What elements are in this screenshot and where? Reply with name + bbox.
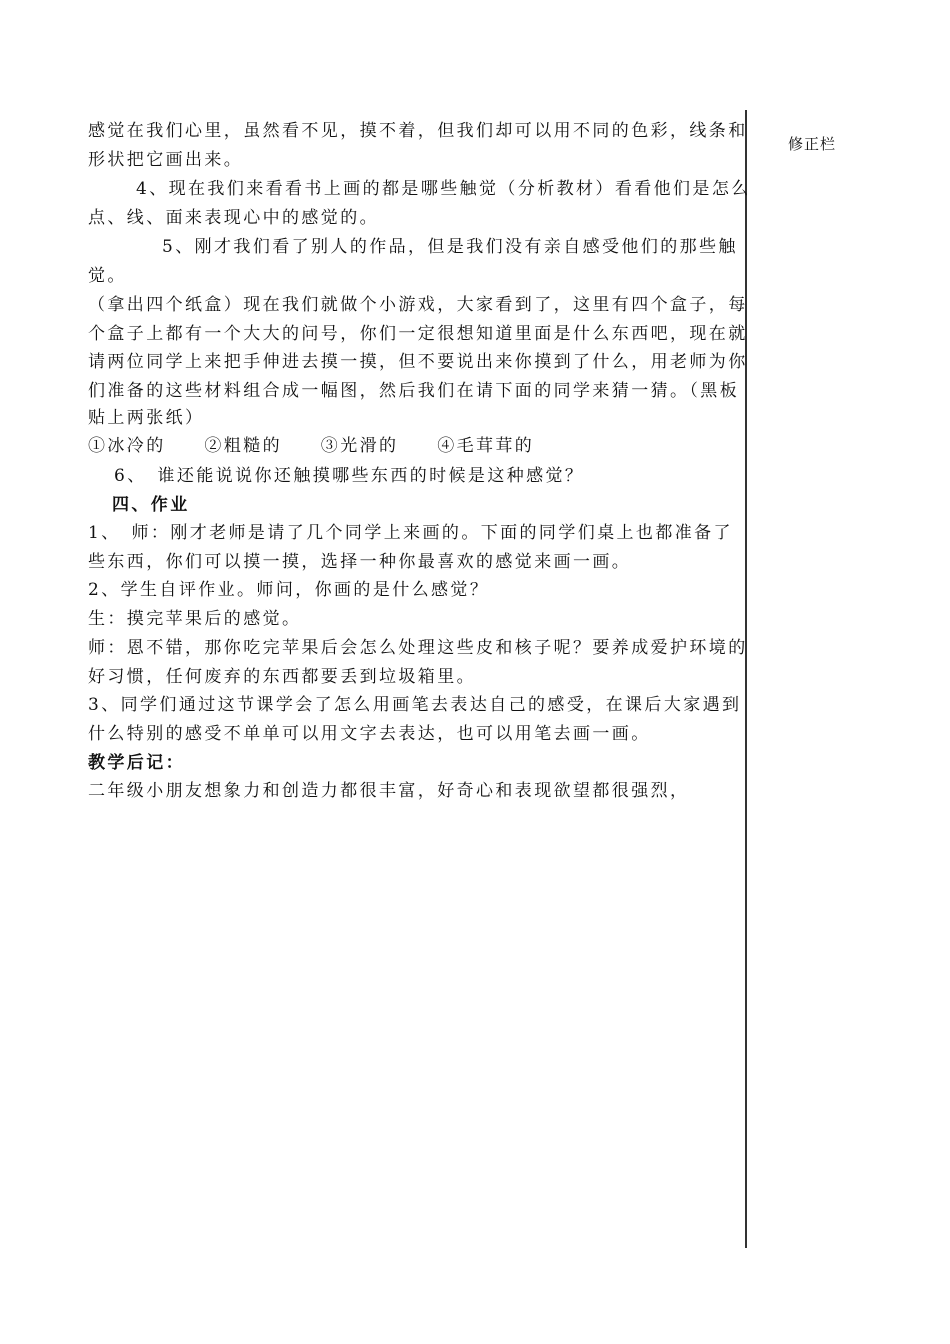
option-list-line: ①冰冷的 ②粗糙的 ③光滑的 ④毛茸茸的 xyxy=(88,436,535,456)
margin-divider-line xyxy=(745,110,747,1248)
paragraph-line: 3、同学们通过这节课学会了怎么用画笔去表达自己的感受，在课后大家遇到 xyxy=(88,695,742,715)
paragraph-line: 贴上两张纸） xyxy=(88,408,205,428)
paragraph-line: 好习惯，任何废弃的东西都要丢到垃圾箱里。 xyxy=(88,667,476,687)
paragraph-line: 6、 谁还能说说你还触摸哪些东西的时候是这种感觉？ xyxy=(114,466,585,486)
paragraph-line: 们准备的这些材料组合成一幅图，然后我们在请下面的同学来猜一猜。（黑板 xyxy=(88,381,740,401)
paragraph-line: 请两位同学上来把手伸进去摸一摸，但不要说出来你摸到了什么，用老师为你 xyxy=(88,352,748,372)
paragraph-line: 5、刚才我们看了别人的作品，但是我们没有亲自感受他们的那些触 xyxy=(162,237,738,257)
paragraph-line: 生：摸完苹果后的感觉。 xyxy=(88,609,302,629)
paragraph-line: 感觉在我们心里，虽然看不见，摸不着，但我们却可以用不同的色彩，线条和 xyxy=(88,121,748,141)
paragraph-line: 4、现在我们来看看书上画的都是哪些触觉（分析教材）看看他们是怎么 xyxy=(136,179,751,199)
paragraph-line: 师：恩不错，那你吃完苹果后会怎么处理这些皮和核子呢？要养成爱护环境的 xyxy=(88,638,748,658)
paragraph-line: （拿出四个纸盒）现在我们就做个小游戏，大家看到了，这里有四个盒子，每 xyxy=(88,295,748,315)
paragraph-line: 1、 师：刚才老师是请了几个同学上来画的。下面的同学们桌上也都准备了 xyxy=(88,523,733,543)
paragraph-line: 觉。 xyxy=(88,266,127,286)
paragraph-line: 2、学生自评作业。师问，你画的是什么感觉？ xyxy=(88,580,490,600)
correction-column-label: 修正栏 xyxy=(788,135,837,153)
paragraph-line: 些东西，你们可以摸一摸，选择一种你最喜欢的感觉来画一画。 xyxy=(88,552,632,572)
section-heading: 教学后记： xyxy=(88,753,185,773)
paragraph-line: 点、线、面来表现心中的感觉的。 xyxy=(88,208,379,228)
paragraph-line: 个盒子上都有一个大大的问号，你们一定很想知道里面是什么东西吧，现在就 xyxy=(88,324,748,344)
paragraph-line: 形状把它画出来。 xyxy=(88,150,244,170)
paragraph-line: 什么特别的感受不单单可以用文字去表达，也可以用笔去画一画。 xyxy=(88,724,651,744)
paragraph-line: 二年级小朋友想象力和创造力都很丰富，好奇心和表现欲望都很强烈， xyxy=(88,781,690,801)
section-heading: 四、作业 xyxy=(112,495,190,515)
